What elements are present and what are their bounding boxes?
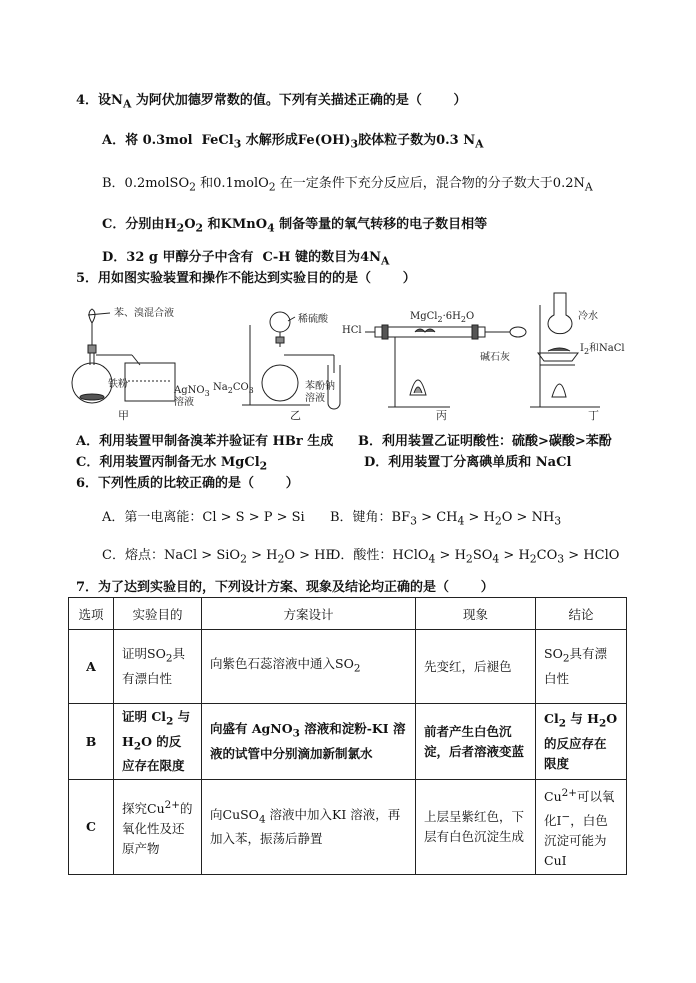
q5-option-c: C．利用装置丙制备无水 MgCl$_2$ <box>76 455 268 473</box>
label-hcl: HCl <box>342 325 362 336</box>
row-a-phenomenon: 先变红，后褪色 <box>416 630 536 704</box>
row-b-option: B <box>69 704 114 780</box>
q6-option-d: D．酸性：HClO$_4$ > $H_2SO_4 > H_2CO_3$ > HClO <box>330 548 620 566</box>
row-c-conclusion: $Cu^{2+}$可以氧化I−，白色沉淀可能为CuI <box>536 780 627 875</box>
row-c-option: C <box>69 780 114 875</box>
row-a-option: A <box>69 630 114 704</box>
label-solution1: 溶液 <box>174 397 194 408</box>
q6-option-c: C．熔点：NaCl > $SiO_2 > H_2O$ > HF <box>102 548 335 566</box>
q7-stem: 7．为了达到实验目的，下列设计方案、现象及结论均正确的是（ ） <box>76 580 494 595</box>
table-header-row <box>69 598 627 630</box>
row-c-design: 向CuSO$_4$ 溶液中加入KI 溶液，再加入苯，振荡后静置 <box>202 780 416 875</box>
q5-option-b: B．利用装置乙证明酸性：硫酸>碳酸>苯酚 <box>358 434 612 449</box>
q4-option-b: B．0.2molSO$_2$ 和0.1molO$_2$ 在一定条件下充分反应后，混合物的分子数大于$0.2N_A$ <box>102 176 593 194</box>
header-option: 选项 <box>69 598 114 630</box>
row-b-purpose: 证明 $Cl_2$ 与 $H_2O$ 的反应存在限度 <box>114 704 202 780</box>
row-b-phenomenon: 前者产生白色沉淀，后者溶液变蓝 <box>416 704 536 780</box>
apparatus-jia <box>72 306 210 422</box>
label-agno3: AgNO$_3$ <box>174 385 210 398</box>
header-conclusion: 结论 <box>536 598 627 630</box>
label-yi: 乙 <box>290 409 301 422</box>
q7-table <box>68 597 627 875</box>
table-row <box>69 780 627 875</box>
table-row <box>69 630 627 704</box>
header-phenomenon: 现象 <box>416 598 536 630</box>
row-b-design: 向盛有 AgNO$_3$ 溶液和淀粉-KI 溶液的试管中分别滴加新制氯水 <box>202 704 416 780</box>
q6-stem: 6．下列性质的比较正确的是（ ） <box>76 476 299 491</box>
label-phenol-sol: 溶液 <box>305 393 325 404</box>
label-dilute-acid: 稀硫酸 <box>298 314 328 325</box>
q5-stem: 5．用如图实验装置和操作不能达到实验目的的是（ ） <box>76 271 416 286</box>
label-iron: 铁粉 <box>108 379 128 390</box>
label-jia-top: 苯、溴混合液 <box>114 308 174 319</box>
row-b-conclusion: $Cl_2$ 与 $H_2O$ 的反应存在限度 <box>536 704 627 780</box>
label-mgcl2: $MgCl_2\cdot 6H_2O$ <box>410 311 475 324</box>
row-a-design: 向紫色石蕊溶液中通入$SO_2$ <box>202 630 416 704</box>
row-c-phenomenon: 上层呈紫红色，下层有白色沉淀生成 <box>416 780 536 875</box>
header-design: 方案设计 <box>202 598 416 630</box>
q4-option-c: C．分别由$H_2O_2$ 和KMnO$_4$ 制备等量的氧气转移的电子数目相等 <box>102 217 488 235</box>
q4-option-d: D．32 g 甲醇分子中含有 C-H 键的数目为$4N_A$ <box>102 250 390 268</box>
row-c-purpose: 探究$Cu^{2+}$的氧化性及还原产物 <box>114 780 202 875</box>
label-cold-water: 冷水 <box>578 311 598 322</box>
label-na2co3: $Na_2CO_3$ <box>213 382 254 395</box>
apparatus-yi <box>213 312 340 422</box>
label-bing: 丙 <box>436 409 447 422</box>
q4-stem: 4．设$N_A$ 为阿伏加德罗常数的值。下列有关描述正确的是（ ） <box>76 93 467 111</box>
label-soda-lime: 碱石灰 <box>480 352 510 363</box>
q6-option-a: A．第一电离能：Cl > S > P > Si <box>102 510 305 525</box>
label-jia: 甲 <box>118 409 129 422</box>
q4-option-a: A．将 0.3mol FeCl$_3$ 水解形成$Fe(OH)_3$胶体粒子数为0.3 $N_A$ <box>102 133 484 151</box>
label-ding: 丁 <box>588 409 599 422</box>
q5-option-a: A．利用装置甲制备溴苯并验证有 HBr 生成 <box>76 434 334 449</box>
apparatus-ding <box>530 293 625 422</box>
apparatus-figure <box>70 285 630 425</box>
apparatus-bing <box>342 311 526 422</box>
row-a-conclusion: $SO_2$具有漂白性 <box>536 630 627 704</box>
table-row <box>69 704 627 780</box>
header-purpose: 实验目的 <box>114 598 202 630</box>
q5-option-d: D．利用装置丁分离碘单质和 NaCl <box>364 455 572 470</box>
label-i2-nacl: $I_2$和NaCl <box>580 343 625 356</box>
q6-option-b: B．键角：$BF_3 > CH_4 > H_2O > NH_3$ <box>330 510 562 528</box>
row-a-purpose: 证明$SO_2$具有漂白性 <box>114 630 202 704</box>
label-phenol-na: 苯酚钠 <box>305 381 335 392</box>
